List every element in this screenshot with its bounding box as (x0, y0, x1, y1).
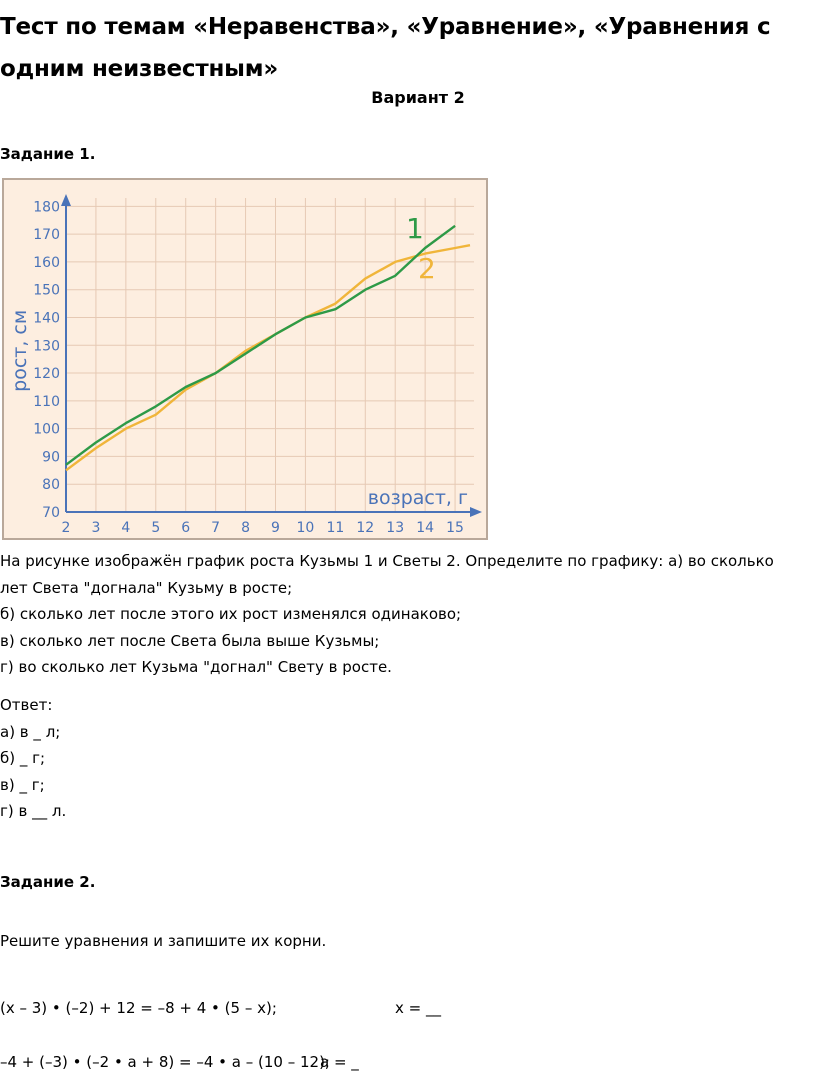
y-tick-label: 110 (33, 393, 60, 410)
x-tick-label: 2 (61, 520, 71, 536)
x-tick-label: 12 (356, 520, 375, 536)
y-axis-arrow (61, 194, 71, 206)
series-line-2 (66, 245, 470, 470)
description-line: в) сколько лет после Света была выше Кузьмы; (0, 631, 380, 650)
y-tick-label: 120 (33, 366, 60, 383)
task1-heading: Задание 1. (0, 145, 96, 163)
description-line: б) сколько лет после этого их рост изменялся одинаково; (0, 605, 462, 623)
equation-2-answer: a = _ (320, 1053, 359, 1071)
y-tick-label: 130 (33, 338, 60, 355)
task1-description (0, 548, 774, 681)
series-label-1: 1 (406, 212, 424, 245)
series-label-2: 2 (418, 252, 436, 285)
y-axis-label: рост, см (9, 309, 31, 392)
task2-heading: Задание 2. (0, 873, 96, 891)
answer-line: г) в __ л. (0, 802, 67, 820)
description-line: На рисунке изображён график роста Кузьмы 1 и Светы 2. Определите по графику: а) во сколько (0, 552, 774, 570)
y-tick-label: 90 (42, 449, 60, 466)
description-line: лет Света "догнала" Кузьму в росте; (0, 578, 293, 597)
answer-line: в) _ г; (0, 775, 45, 794)
description-line: г) во сколько лет Кузьма "догнал" Свету в росте. (0, 658, 392, 676)
y-tick-label: 160 (33, 254, 60, 271)
x-tick-label: 14 (416, 520, 435, 536)
x-axis-label: возраст, г (367, 487, 468, 509)
y-tick-label: 70 (42, 505, 60, 521)
x-axis-arrow (470, 507, 482, 517)
x-tick-label: 5 (151, 520, 161, 536)
page-title: Тест по темам «Неравенства», «Уравнение», «Уравнения с одним неизвестным» (0, 14, 771, 82)
x-tick-label: 8 (241, 520, 251, 536)
x-tick-label: 4 (121, 520, 131, 536)
equation-1: (x – 3) • (–2) + 12 = –8 + 4 • (5 – x); (0, 999, 277, 1017)
variant-heading: Вариант 2 (371, 88, 465, 107)
x-tick-label: 7 (211, 520, 221, 536)
x-tick-label: 3 (91, 520, 101, 536)
equation-1-answer: x = __ (395, 999, 441, 1017)
answer-heading: Ответ: (0, 696, 53, 714)
y-tick-label: 180 (33, 199, 60, 216)
x-tick-label: 11 (326, 520, 345, 536)
y-tick-label: 140 (33, 310, 60, 327)
y-tick-label: 80 (42, 477, 60, 494)
y-tick-label: 150 (33, 282, 60, 299)
x-tick-label: 15 (446, 520, 464, 536)
y-tick-label: 100 (33, 421, 60, 438)
x-tick-label: 6 (181, 520, 191, 536)
x-tick-label: 10 (296, 520, 315, 536)
height-chart-plot (4, 180, 486, 538)
y-tick-label: 170 (33, 227, 60, 244)
equation-2: –4 + (–3) • (–2 • a + 8) = –4 • a – (10 – 12); (0, 1053, 330, 1071)
task2-instruction: Решите уравнения и запишите их корни. (0, 932, 327, 950)
answer-line: б) _ г; (0, 749, 46, 767)
answer-line: а) в _ л; (0, 722, 61, 741)
x-tick-label: 9 (271, 520, 280, 536)
height-chart (2, 178, 488, 540)
x-tick-label: 13 (386, 520, 405, 536)
task1-answers (0, 692, 66, 825)
